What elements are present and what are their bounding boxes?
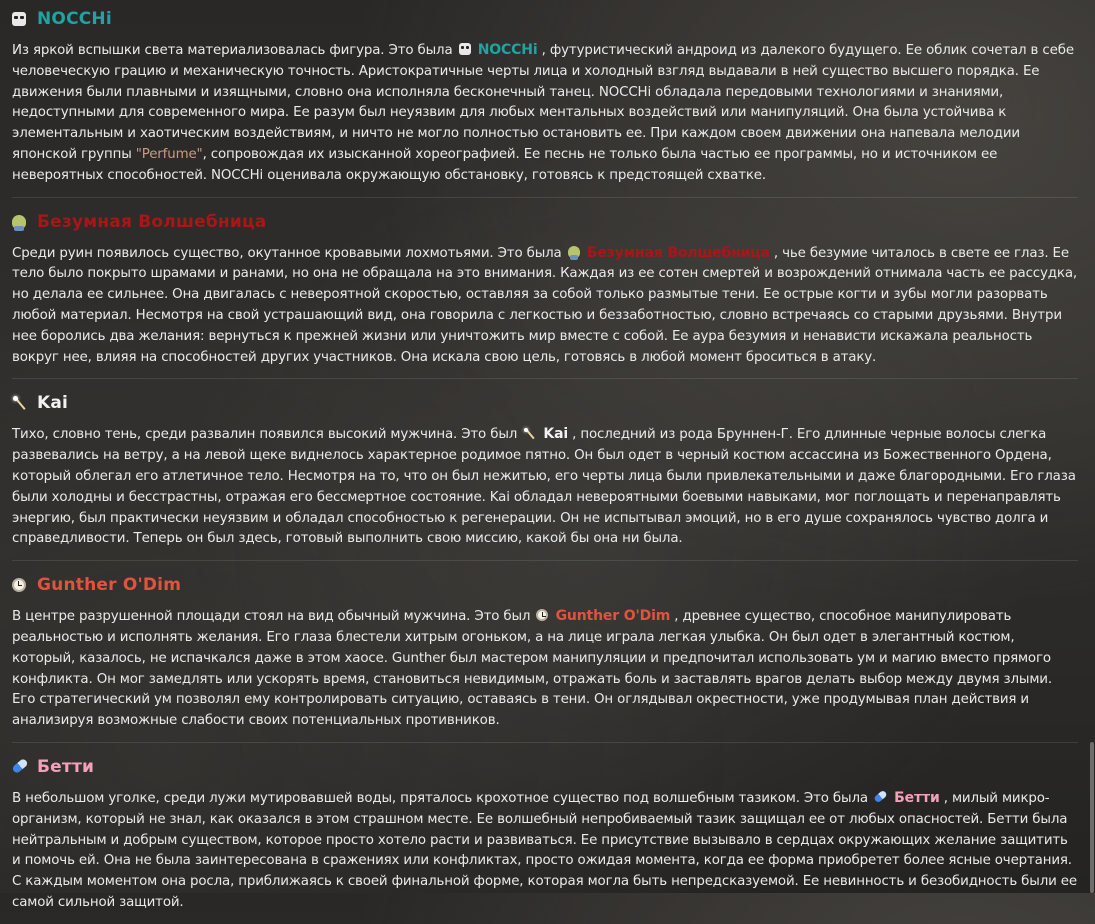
description-text: В центре разрушенной площади стоял на вид обычный мужчина. Это был bbox=[12, 609, 531, 625]
mask-icon bbox=[459, 43, 471, 57]
description-text: , футуристический андроид из далекого будущего. Ее облик сочетал в себе человеческую грацию и механическую точность. Аристократичные черты лица и холодный взгляд выдавали в ней существо высшего порядка. Ее движения были плавными и изящными, словно она исполняла бесконечный танец. NOCCHi обладала передовыми технологиями и знаниями, недоступными для современного мира. Ее разум был неуязвим для любых ментальных воздействий или манипуляций. Она была устойчива к элементальным и хаотическим воздействиям, и ничто не могло полностью остановить ее. При каждом своем движении она напевала мелодии японской группы bbox=[12, 43, 1074, 162]
description-text: , сопровождая их изысканной хореографией. Ее песнь не только была частью ее программы, но и источником ее невероятных способностей. NOCCHi оценивала окружающую обстановку, готовясь к предстоящей схватке. bbox=[12, 146, 998, 183]
description-text: , милый микро-организм, который не знал, как оказался в этом страшном месте. Ее волшебный непробиваемый тазик защищал ее от любых опасностей. Бетти была нейтральным и добрым существом, которое просто хотело расти и развиваться. Ее присутствие вызывало в сердцах окружающих желание защитить и помочь ей. Она не была заинтересована в сражениях или конфликтах, просто ожидая момента, когда ее форма приобретет более ясные очертания. С каждым моментом она росла, приближаясь к своей финальной форме, которая могла быть непредсказуемой. Ее невинность и безобидность были ее самой сильной защитой. bbox=[12, 790, 1077, 910]
character-header bbox=[12, 570, 1078, 600]
character-header bbox=[12, 207, 1078, 237]
scrollbar[interactable] bbox=[1090, 0, 1095, 893]
character-section-kai bbox=[12, 388, 1078, 561]
character-header bbox=[12, 752, 1078, 782]
character-description bbox=[12, 788, 1078, 914]
character-name-inline: Kai bbox=[543, 426, 569, 443]
description-text: Из яркой вспышки света материализовалась фигура. Это была bbox=[12, 43, 453, 58]
character-header bbox=[12, 4, 1078, 34]
magic-wand-icon bbox=[523, 427, 536, 441]
description-text: Среди руин появилось существо, окутанное кровавыми лохмотьями. Это была bbox=[12, 245, 562, 261]
quoted-text: "Perfume" bbox=[135, 146, 203, 162]
character-name-inline: Бетти bbox=[894, 789, 940, 806]
clock-icon bbox=[12, 576, 32, 594]
zombie-icon bbox=[12, 213, 32, 231]
description-text: , чье безумие читалось в свете ее глаз. Ее тело было покрыто шрамами и ранами, но она не обращала на это внимания. Каждая из ее сотен смертей и возрождений отнимала часть ее рассудка, но делала ее сильнее. Она двигалась с невероятной скоростью, оставляя за собой только размытые тени. Ее острые когти и зубы могли разорвать любой материал. Несмотря на свой устрашающий вид, она говорила с легкостью и беззаботностью, словно встречаясь со старыми друзьями. Внутри нее боролись два желания: вернуться к прежней жизни или уничтожить мир вместе с собой. Ее аура безумия и ненависти искажала реальность вокруг нее, влияя на способностей других участников. Она искала свою цель, готовясь в любой момент броситься в атаку. bbox=[12, 245, 1077, 365]
character-name-inline: NOCCHi bbox=[477, 42, 538, 58]
character-name: Бетти bbox=[37, 756, 95, 777]
pill-icon bbox=[12, 758, 32, 776]
character-description bbox=[12, 40, 1078, 187]
character-name-inline: Gunther O'Dim bbox=[555, 608, 671, 625]
character-section-mad-sorceress bbox=[12, 207, 1078, 380]
pill-icon bbox=[874, 791, 887, 805]
character-section-nocchi bbox=[12, 4, 1078, 198]
character-name: Kai bbox=[37, 393, 69, 414]
character-section-gunther bbox=[12, 570, 1078, 743]
scrollbar-thumb[interactable] bbox=[1090, 742, 1094, 893]
character-header bbox=[12, 388, 1078, 418]
character-name-inline: Безумная Волшебница bbox=[586, 244, 770, 261]
character-description bbox=[12, 606, 1078, 732]
description-text: , последний из рода Бруннен-Г. Его длинные черные волосы слегка развевались на ветру, а на левой щеке виднелось характерное родимое пятно. Он был одет в черный костюм ассассина из Божественного Ордена, который облегал его атлетичное тело. Несмотря на то, что он был нежитью, его черты лица были привлекательными и даже благородными. Его глаза были холодны и бесстрастны, отражая его бессмертное состояние. Kai обладал невероятными боевыми навыками, мог поглощать и перенаправлять энергию, был практически неуязвим и обладал способностью к регенерации. Он не испытывал эмоций, но в его душе сохранялось чувство долга и справедливости. Теперь он был здесь, готовый выполнить свою миссию, какой бы она ни была. bbox=[12, 427, 1076, 547]
magic-wand-icon bbox=[12, 394, 32, 412]
description-text: , древнее существо, способное манипулировать реальностью и исполнять желания. Его глаза блестели хитрым огоньком, а на лице играла легкая улыбка. Он был одет в элегантный костюм, который, казалось, не испачкался даже в этом хаосе. Gunther был мастером манипуляции и предпочитал использовать ум и магию вместо прямого конфликта. Он мог замедлять или ускорять время, становиться невидимым, отражать боль и заставлять врагов делать выбор между двумя злыми. Его стратегический ум позволял ему контролировать ситуацию, оставаясь в тени. Он оглядывал окрестности, уже продумывая план действия и анализируя возможные слабости своих потенциальных противников. bbox=[12, 609, 1052, 729]
description-text: Тихо, словно тень, среди развалин появился высокий мужчина. Это был bbox=[12, 427, 518, 443]
character-name: Gunther O'Dim bbox=[37, 575, 182, 596]
character-name: Безумная Волшебница bbox=[37, 211, 267, 232]
character-section-betty bbox=[12, 752, 1078, 924]
clock-icon bbox=[536, 609, 548, 623]
character-description bbox=[12, 243, 1078, 369]
character-name: NOCCHi bbox=[37, 9, 112, 29]
character-description bbox=[12, 424, 1078, 550]
zombie-icon bbox=[568, 246, 580, 260]
mask-icon bbox=[12, 10, 32, 28]
description-text: В небольшом уголке, среди лужи мутировавшей воды, пряталось крохотное существо под волшебным тазиком. Это была bbox=[12, 790, 868, 806]
